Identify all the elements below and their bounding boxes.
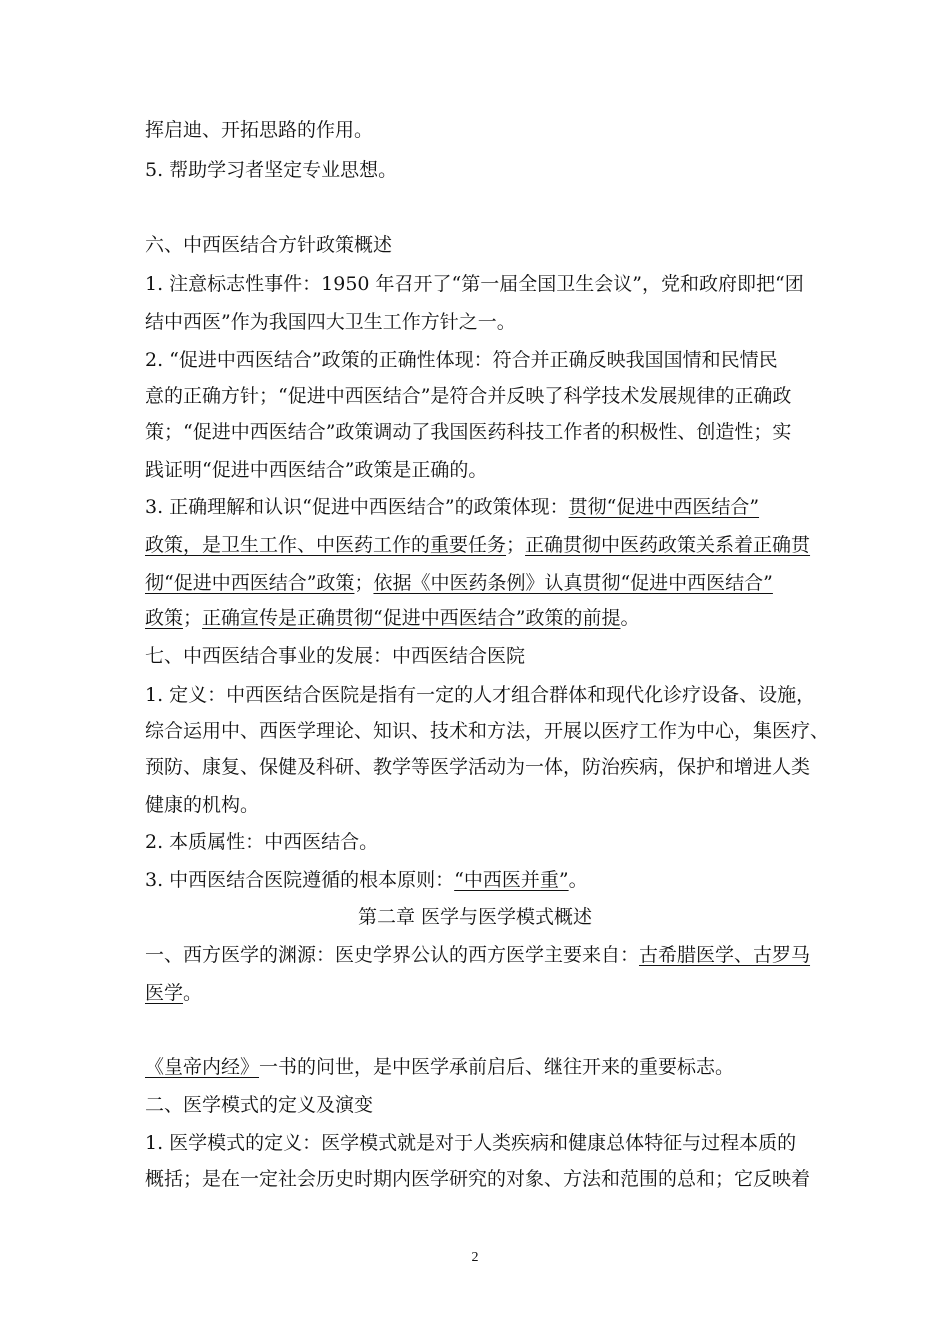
list-item-1: 1. 医学模式的定义：医学模式就是对于人类疾病和健康总体特征与过程本质的 — [145, 1132, 797, 1154]
underlined-text: “中西医并重” — [454, 869, 569, 891]
section-heading-2: 二、医学模式的定义及演变 — [145, 1094, 374, 1116]
section-heading-1 — [145, 943, 810, 967]
body-text-line: 综合运用中、西医学理论、知识、技术和方法，开展以医疗工作为中心，集医疗、 — [145, 720, 830, 742]
body-text: 3. 正确理解和认识“促进中西医结合”的政策体现： — [145, 496, 569, 518]
body-text-line: 健康的机构。 — [145, 794, 260, 816]
underlined-text: 政策，是卫生工作、中医药工作的重要任务 — [145, 534, 507, 556]
body-text-line: 结中西医”作为我国四大卫生工作方针之一。 — [145, 311, 516, 333]
section-heading-6: 六、中西医结合方针政策概述 — [145, 234, 393, 256]
body-text-line — [145, 1055, 734, 1079]
underlined-text: 《皇帝内经》 — [145, 1056, 260, 1078]
underlined-text: 政策 — [145, 607, 184, 629]
body-text-line — [145, 571, 773, 595]
body-text-line: 策；“促进中西医结合”政策调动了我国医药科技工作者的积极性、创造性；实 — [145, 421, 792, 443]
list-item-2: 2. 本质属性：中西医结合。 — [145, 831, 379, 853]
underlined-text: 医学 — [145, 982, 184, 1004]
body-text: 3. 中西医结合医院遵循的根本原则： — [145, 869, 455, 891]
section-heading-7: 七、中西医结合事业的发展：中西医结合医院 — [145, 645, 526, 667]
body-text: ； — [183, 607, 203, 629]
chapter-title: 第二章 医学与医学模式概述 — [357, 906, 593, 928]
list-item-1: 1. 定义：中西医结合医院是指有一定的人才组合群体和现代化诊疗设备、设施， — [145, 684, 816, 706]
underlined-text: 古希腊医学、古罗马 — [639, 944, 811, 966]
body-text: 一、西方医学的渊源：医史学界公认的西方医学主要来自： — [145, 944, 640, 966]
body-text: 一书的问世，是中医学承前启后、继往开来的重要标志。 — [259, 1056, 735, 1078]
underlined-text: 贯彻“促进中西医结合” — [568, 496, 760, 518]
body-text: 。 — [183, 982, 203, 1004]
body-text-line: 概括；是在一定社会历史时期内医学研究的对象、方法和范围的总和；它反映着 — [145, 1168, 811, 1190]
page-number: 2 — [471, 1250, 479, 1265]
body-text: ； — [354, 572, 374, 594]
underlined-text: 彻“促进中西医结合”政策 — [145, 572, 355, 594]
body-text-line: 挥启迪、开拓思路的作用。 — [145, 119, 374, 141]
list-item-1: 1. 注意标志性事件：1950 年召开了“第一届全国卫生会议”，党和政府即把“团 — [145, 273, 804, 295]
body-text-line — [145, 981, 202, 1005]
body-text: 。 — [568, 869, 588, 891]
body-text-line: 预防、康复、保健及科研、教学等医学活动为一体，防治疾病，保护和增进人类 — [145, 756, 811, 778]
body-text: ； — [506, 534, 526, 556]
body-text-line — [145, 533, 810, 557]
list-item-3 — [145, 868, 588, 892]
list-item-3 — [145, 495, 759, 519]
underlined-text: 正确宣传是正确贯彻“促进中西医结合”政策的前提 — [202, 607, 621, 629]
underlined-text: 依据《中医药条例》认真贯彻“促进中西医结合” — [373, 572, 773, 594]
body-text: 。 — [620, 607, 640, 629]
body-text-line: 意的正确方针；“促进中西医结合”是符合并反映了科学技术发展规律的正确政 — [145, 385, 792, 407]
body-text-line — [145, 606, 639, 630]
body-text-line: 践证明“促进中西医结合”政策是正确的。 — [145, 459, 488, 481]
list-item-5: 5. 帮助学习者坚定专业思想。 — [145, 159, 398, 181]
list-item-2: 2. “促进中西医结合”政策的正确性体现：符合并正确反映我国国情和民情民 — [145, 349, 778, 371]
underlined-text: 正确贯彻中医药政策关系着正确贯 — [525, 534, 811, 556]
